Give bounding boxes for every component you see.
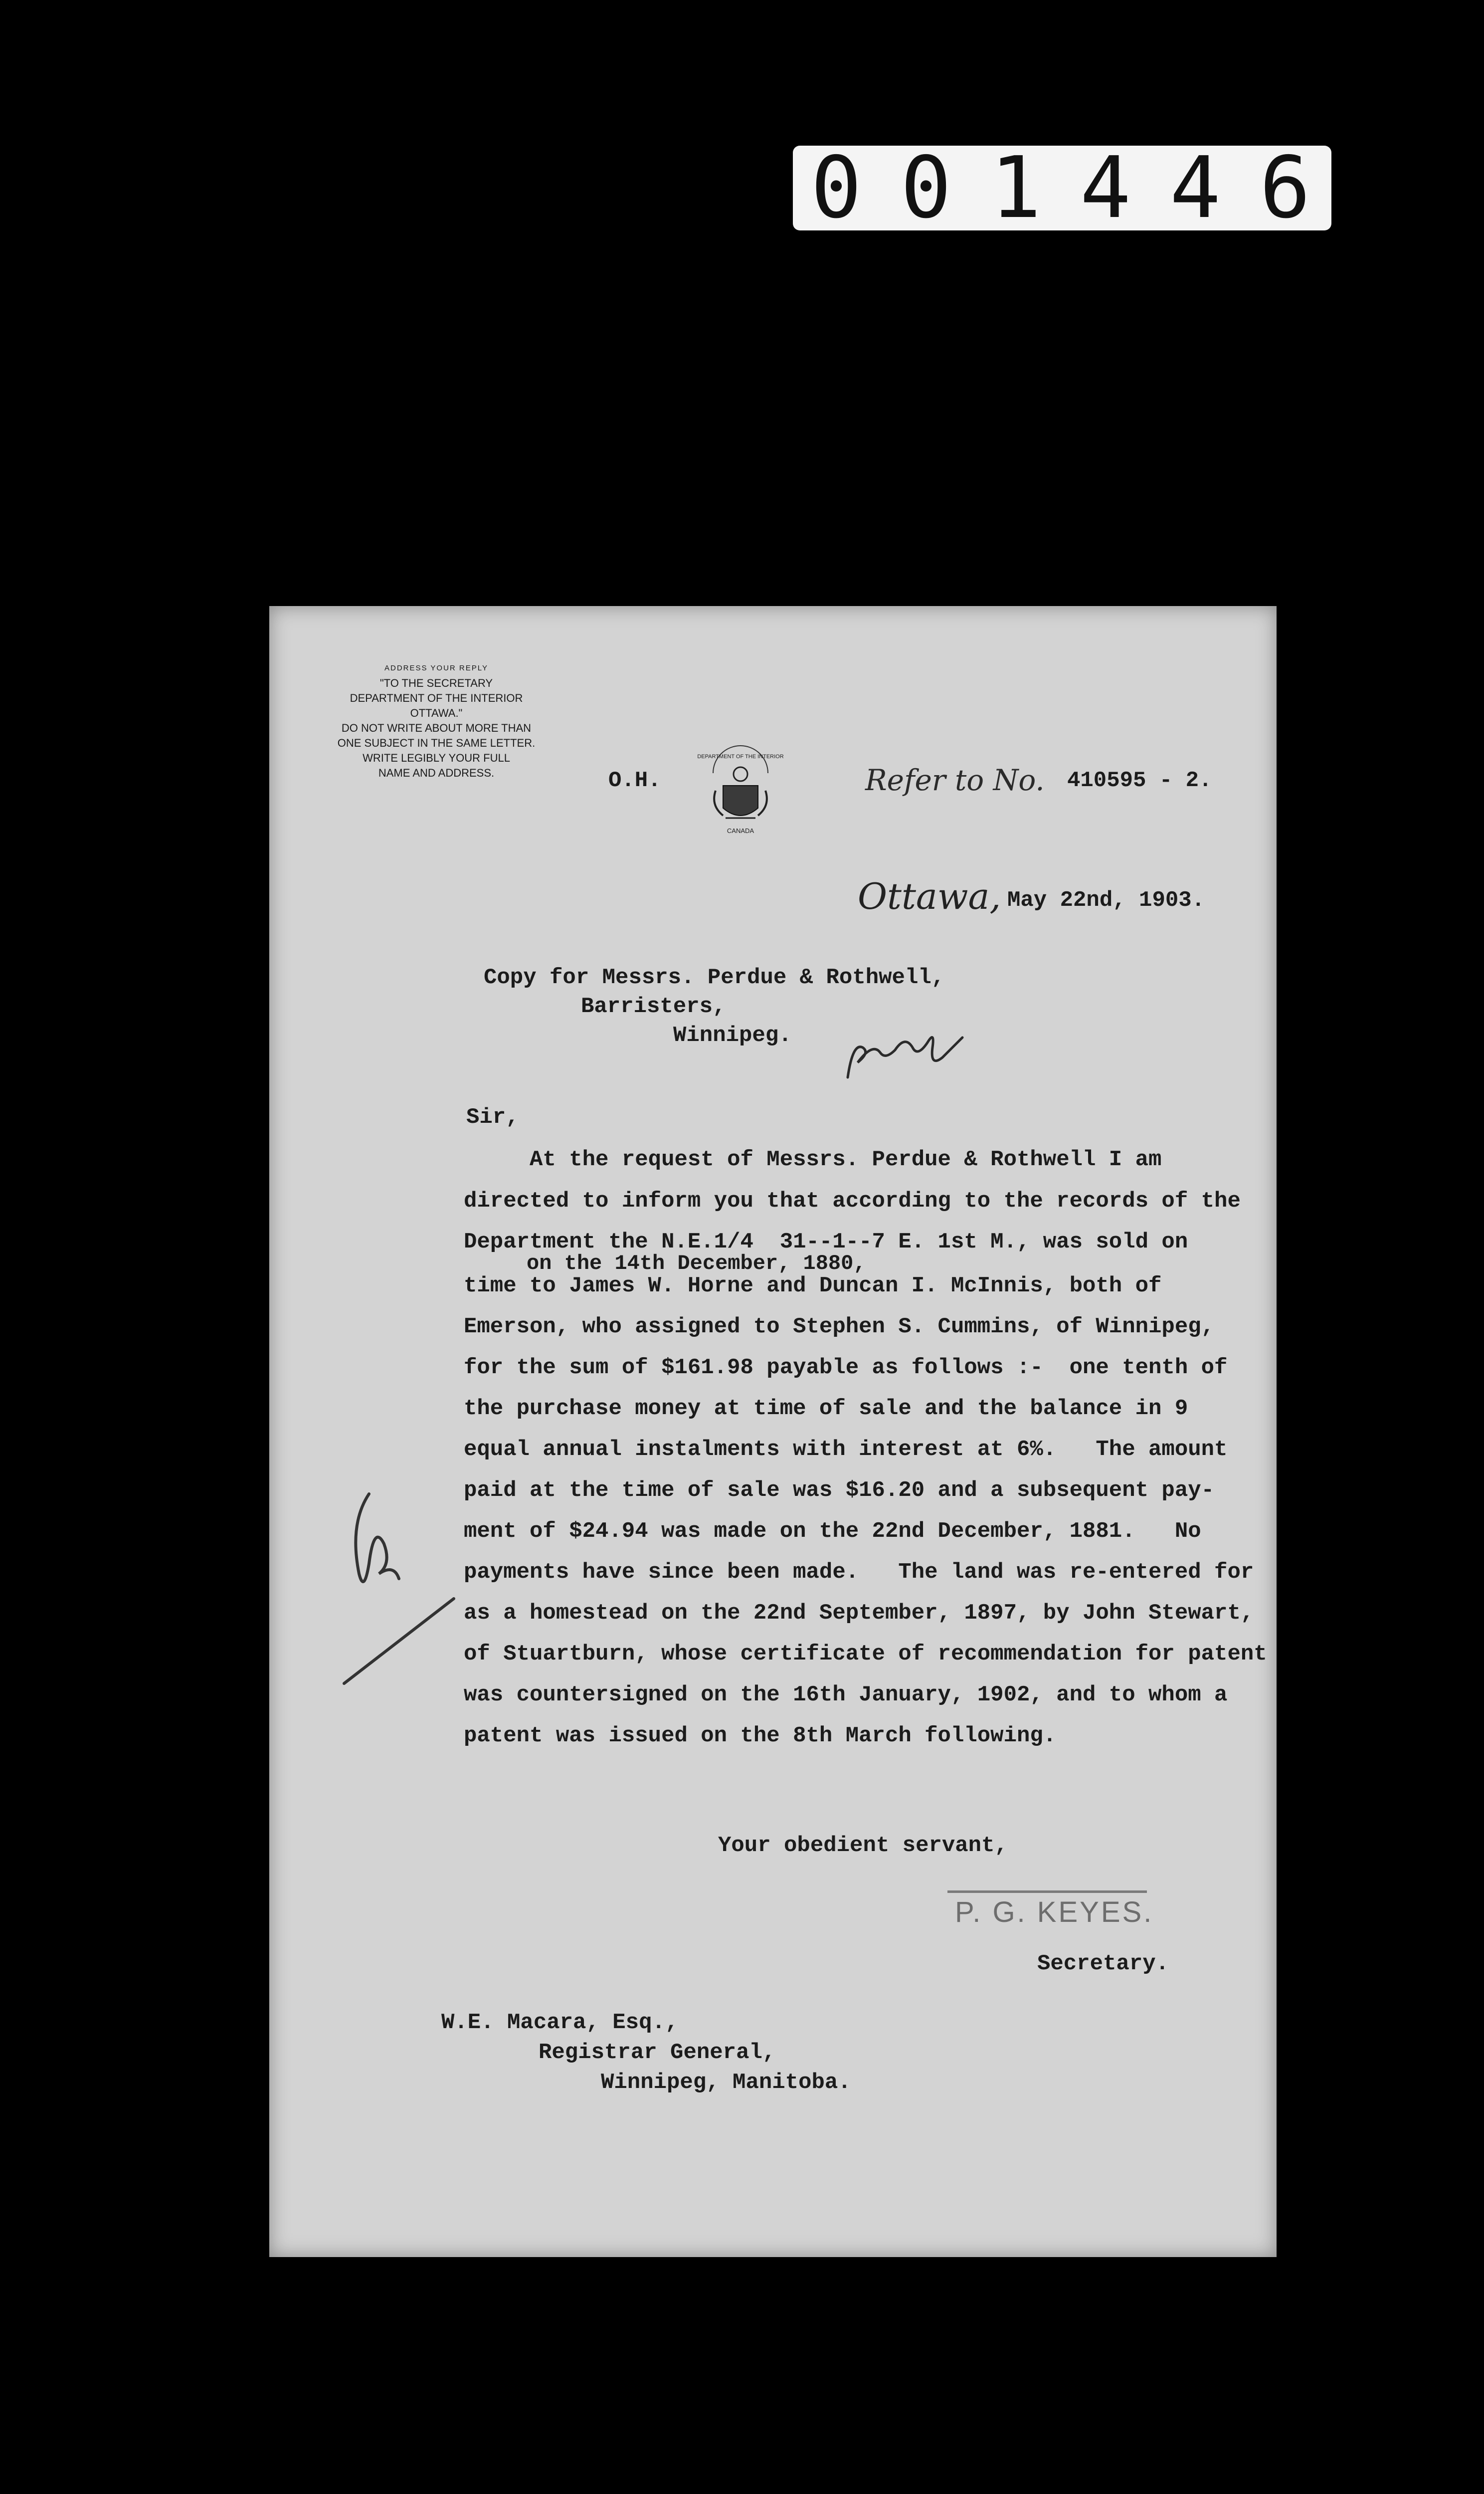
signatory-title: Secretary. [1037, 1951, 1169, 1976]
frame-number [793, 139, 1331, 237]
file-number: 410595 - 2. [1067, 768, 1212, 793]
addressee-place: Winnipeg, Manitoba. [601, 2070, 851, 2095]
addressee-name: W.E. Macara, Esq., [441, 2010, 679, 2035]
body-line: for the sum of $161.98 payable as follows :- one tenth of [464, 1355, 1228, 1380]
address-line: DO NOT WRITE ABOUT MORE THAN [341, 722, 532, 734]
salutation: Sir, [466, 1105, 519, 1130]
letter-page [269, 606, 1277, 2257]
frame-digit: 4 [1169, 139, 1224, 237]
body-line: Department the N.E.1/4 31--1--7 E. 1st M., was sold on [464, 1230, 1188, 1254]
frame-digit: 1 [990, 139, 1045, 237]
copy-line: Copy for Messrs. Perdue & Rothwell, [484, 965, 945, 990]
body-line: the purchase money at time of sale and the balance in 9 [464, 1396, 1188, 1421]
address-line: ONE SUBJECT IN THE SAME LETTER. [337, 737, 536, 749]
body-line-insert: on the 14th December, 1880, [464, 1251, 866, 1275]
address-line: DEPARTMENT OF THE INTERIOR [350, 692, 523, 704]
body-line: equal annual instalments with interest at 6%. The amount [464, 1437, 1228, 1462]
recipient-line: Winnipeg. [673, 1023, 792, 1048]
frame-digit: 0 [900, 139, 955, 237]
seal-top-text: DEPARTMENT OF THE INTERIOR [697, 754, 784, 760]
body-line: payments have since been made. The land was re-entered for [464, 1560, 1254, 1585]
frame-digit: 0 [810, 139, 865, 237]
body-line: At the request of Messrs. Perdue & Rothwell I am [464, 1147, 1162, 1172]
signature-stroke [947, 1890, 1147, 1893]
body-line: ment of $24.94 was made on the 22nd December, 1881. No [464, 1519, 1201, 1544]
place-of-writing: Ottawa, [858, 875, 1001, 917]
address-line: ADDRESS YOUR REPLY [384, 664, 488, 672]
address-line: NAME AND ADDRESS. [378, 767, 495, 779]
closing: Your obedient servant, [718, 1833, 1008, 1858]
seal-bottom-text: CANADA [727, 827, 754, 834]
body-line: Emerson, who assigned to Stephen S. Cummins, of Winnipeg, [464, 1314, 1215, 1339]
frame-digit: 4 [1080, 139, 1134, 237]
body-line: directed to inform you that according to the records of the [464, 1189, 1241, 1214]
address-line: WRITE LEGIBLY YOUR FULL [363, 752, 510, 764]
refer-to-label: Refer to No. [865, 763, 1045, 797]
handwritten-initials [838, 1023, 1002, 1087]
body-line: was countersigned on the 16th January, 1902, and to whom a [464, 1682, 1228, 1707]
signature-stamp: P. G. KEYES. [955, 1896, 1154, 1928]
letterhead-address-block [332, 661, 541, 781]
addressee-title: Registrar General, [539, 2040, 776, 2065]
body-line: of Stuartburn, whose certificate of recommendation for patent [464, 1642, 1267, 1666]
office-code: O.H. [608, 768, 661, 793]
address-line: OTTAWA." [410, 707, 463, 719]
body-line: time to James W. Horne and Duncan I. McInnis, both of [464, 1273, 1162, 1298]
department-seal-icon [697, 743, 784, 838]
letter-date: May 22nd, 1903. [1007, 888, 1205, 913]
margin-handwritten-mark [329, 1474, 459, 1723]
body-line: paid at the time of sale was $16.20 and a subsequent pay- [464, 1478, 1215, 1503]
body-line: as a homestead on the 22nd September, 1897, by John Stewart, [464, 1601, 1254, 1626]
recipient-line: Barristers, [581, 994, 726, 1019]
address-line: "TO THE SECRETARY [379, 677, 493, 689]
body-line: patent was issued on the 8th March following. [464, 1723, 1057, 1748]
frame-digit: 6 [1259, 139, 1314, 237]
